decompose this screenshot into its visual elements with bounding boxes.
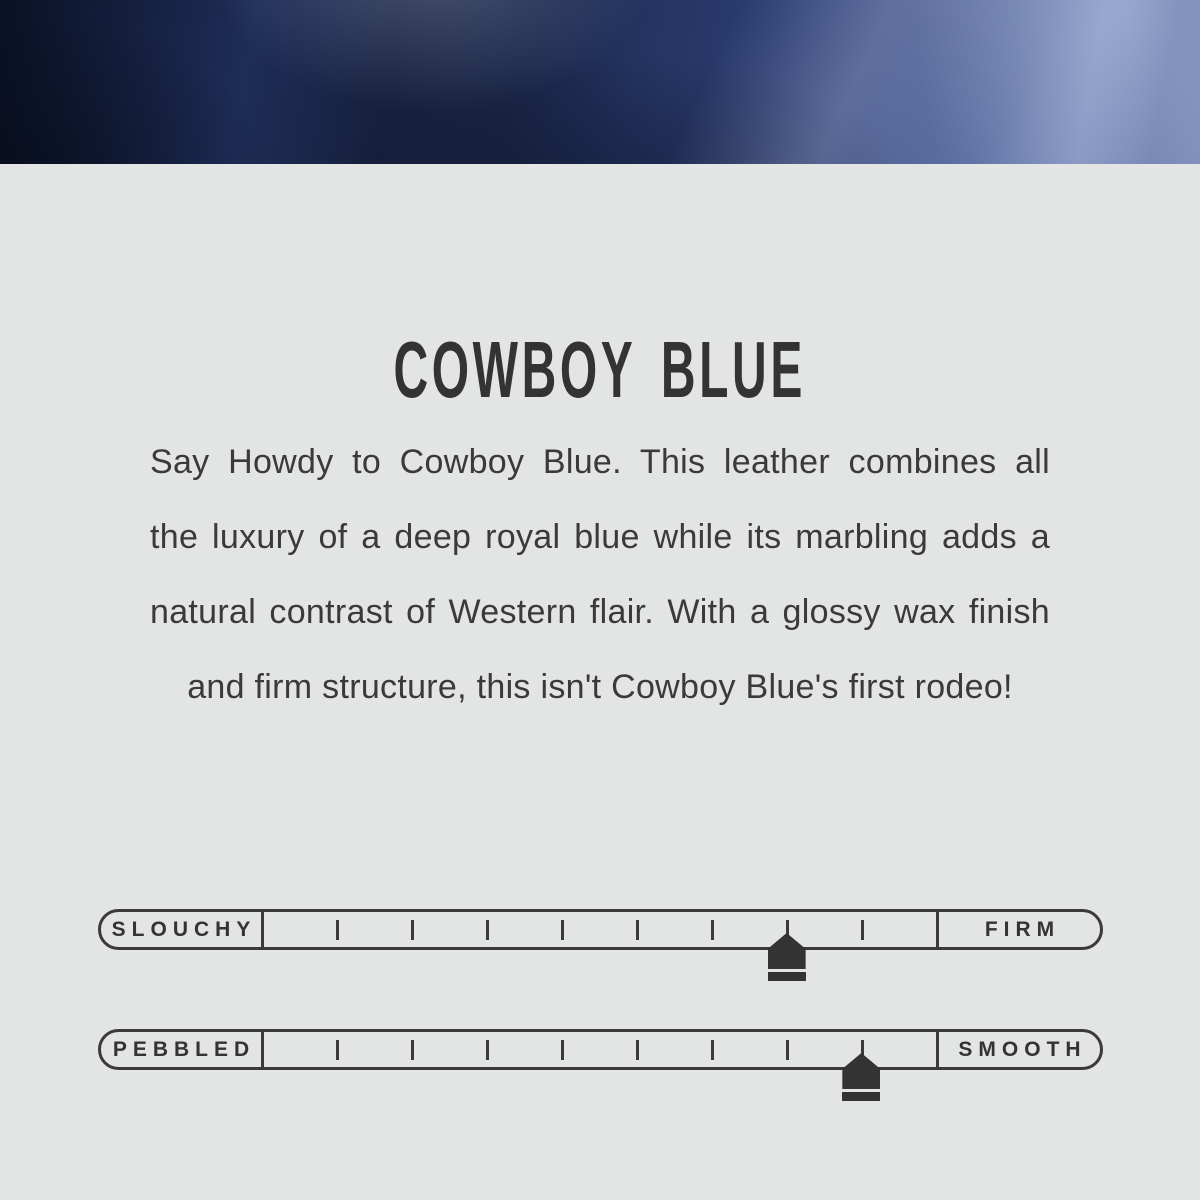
tick-segment (414, 1040, 489, 1060)
tick-segment (564, 920, 639, 940)
tick-segment (414, 920, 489, 940)
description-line: the luxury of a deep royal blue while its marbling adds a (150, 518, 1050, 556)
tick-segment (489, 920, 564, 940)
description-line: natural contrast of Western flair. With a glossy wax finish (150, 593, 1050, 631)
marker-nib (768, 933, 806, 969)
tick-segment (639, 920, 714, 940)
marker-nib (842, 1053, 880, 1089)
tick-segment (639, 1040, 714, 1060)
tick-segment (489, 1040, 564, 1060)
tick-segment (264, 920, 339, 940)
marker-band (842, 1092, 880, 1101)
marker-band (768, 972, 806, 981)
texture-scale-marker-icon (842, 1053, 880, 1101)
description-line: Say Howdy to Cowboy Blue. This leather combines all (150, 443, 1050, 481)
texture-scale-left-label: PEBBLED (112, 1037, 256, 1061)
structure-scale-left-label: SLOUCHY (111, 917, 257, 941)
tick-segment (264, 1040, 339, 1060)
texture-scale-ticks (261, 1032, 939, 1067)
color-description (150, 425, 1050, 725)
leather-texture-image (0, 0, 1200, 164)
texture-scale (98, 1029, 1103, 1070)
structure-scale-marker-icon (768, 933, 806, 981)
structure-scale-right-label: FIRM (984, 917, 1061, 941)
structure-scale (98, 909, 1103, 950)
tick-segment (564, 1040, 639, 1060)
description-line: and firm structure, this isn't Cowboy Blue's first rodeo! (187, 668, 1013, 706)
page-title-text: COWBOY BLUE (393, 324, 807, 414)
tick-segment (339, 920, 414, 940)
tick-segment (864, 920, 936, 940)
structure-scale-ticks (261, 912, 939, 947)
tick-segment (714, 1040, 789, 1060)
page-title (0, 324, 1200, 414)
tick-segment (339, 1040, 414, 1060)
texture-scale-right-label: SMOOTH (958, 1037, 1087, 1061)
